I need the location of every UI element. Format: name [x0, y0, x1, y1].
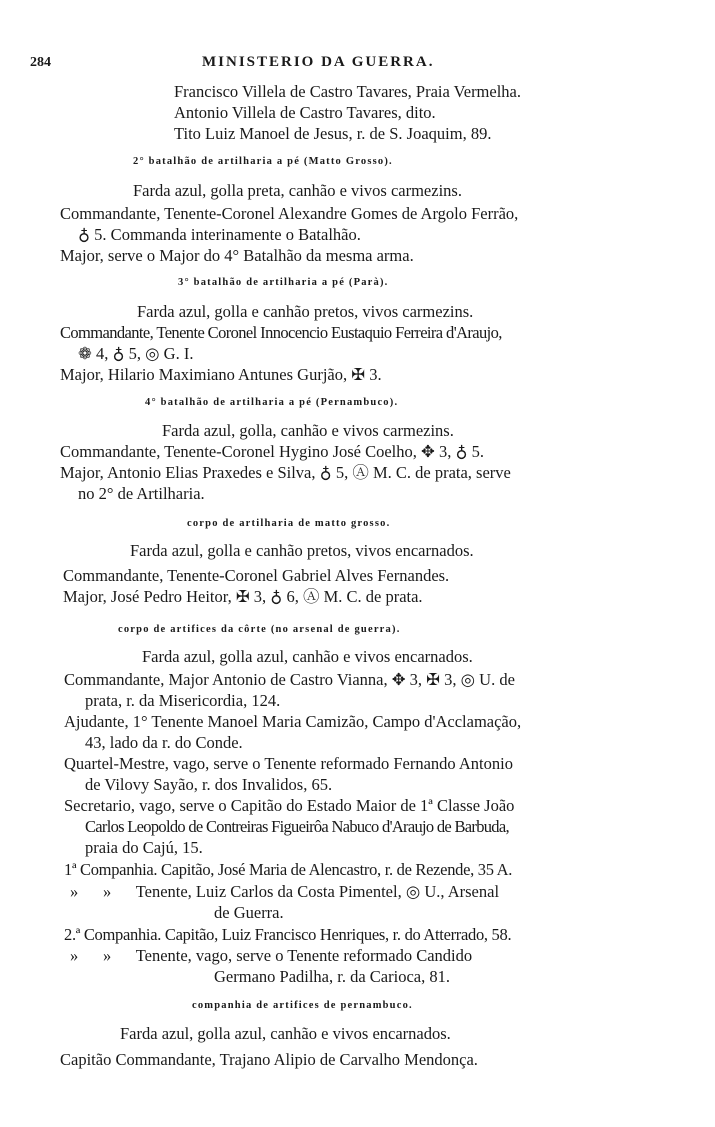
text-line: Capitão Commandante, Trajano Alipio de Carvalho Mendonça.: [60, 1050, 478, 1069]
text-line: Farda azul, golla e canhão pretos, vivos carmezins.: [137, 302, 474, 321]
text-line: Farda azul, golla, canhão e vivos carmezins.: [162, 421, 454, 440]
text-line: Commandante, Tenente Coronel Innocencio Eustaquio Ferreira d'Araujo,: [60, 323, 502, 342]
text-line: Francisco Villela de Castro Tavares, Praia Vermelha.: [174, 82, 521, 101]
text-line: 2.ª Companhia. Capitão, Luiz Francisco Henriques, r. do Atterrado, 58.: [64, 925, 512, 944]
section-heading: companhia de artifices de pernambuco.: [192, 1000, 413, 1011]
text-line: de Guerra.: [214, 903, 284, 922]
text-line: Farda azul, golla preta, canhão e vivos carmezins.: [133, 181, 462, 200]
text-line: Quartel-Mestre, vago, serve o Tenente reformado Fernando Antonio: [64, 754, 513, 773]
text-line: 43, lado da r. do Conde.: [85, 733, 243, 752]
text-line: Antonio Villela de Castro Tavares, dito.: [174, 103, 436, 122]
text-line: » » Tenente, vago, serve o Tenente reformado Candido: [70, 946, 473, 965]
text-line: Commandante, Major Antonio de Castro Vianna, ✥ 3, ✠ 3, ◎ U. de: [64, 670, 515, 689]
text-line: Germano Padilha, r. da Carioca, 81.: [214, 967, 450, 986]
text-line: Farda azul, golla e canhão pretos, vivos encarnados.: [130, 541, 474, 560]
text-line: Commandante, Tenente-Coronel Alexandre Gomes de Argolo Ferrão,: [60, 204, 519, 223]
text-line: Major, serve o Major do 4° Batalhão da mesma arma.: [60, 246, 414, 265]
text-line: Commandante, Tenente-Coronel Gabriel Alves Fernandes.: [63, 566, 450, 585]
text-line: Major, Hilario Maximiano Antunes Gurjão, ✠ 3.: [60, 365, 382, 384]
text-line: prata, r. da Misericordia, 124.: [85, 691, 281, 710]
text-line: ❁ 4, ♁ 5, ◎ G. I.: [78, 344, 194, 363]
text-line: Farda azul, golla azul, canhão e vivos encarnados.: [142, 647, 473, 666]
text-line: Major, José Pedro Heitor, ✠ 3, ♁ 6, Ⓐ M. C. de prata.: [63, 587, 423, 606]
text-line: Carlos Leopoldo de Contreiras Figueirôa Nabuco d'Araujo de Barbuda,: [85, 817, 509, 836]
text-line: Major, Antonio Elias Praxedes e Silva, ♁ 5, Ⓐ M. C. de prata, serve: [60, 463, 511, 482]
section-heading: 2° batalhão de artilharia a pé (Matto Grosso).: [133, 156, 393, 167]
text-line: Commandante, Tenente-Coronel Hygino José Coelho, ✥ 3, ♁ 5.: [60, 442, 485, 461]
text-line: Ajudante, 1° Tenente Manoel Maria Camizão, Campo d'Acclamação,: [64, 712, 522, 731]
running-head: MINISTERIO DA GUERRA.: [202, 54, 435, 70]
text-line: ♁ 5. Commanda interinamente o Batalhão.: [78, 225, 361, 244]
text-line: » » Tenente, Luiz Carlos da Costa Pimentel, ◎ U., Arsenal: [70, 882, 500, 901]
text-line: no 2° de Artilharia.: [78, 484, 205, 503]
text-line: de Vilovy Sayão, r. dos Invalidos, 65.: [85, 775, 333, 794]
text-line: Secretario, vago, serve o Capitão do Estado Maior de 1ª Classe João: [64, 796, 515, 815]
page-number: 284: [30, 55, 51, 70]
text-line: praia do Cajú, 15.: [85, 838, 203, 857]
section-heading: corpo de artifices da côrte (no arsenal de guerra).: [118, 624, 401, 635]
section-heading: corpo de artilharia de matto grosso.: [187, 518, 391, 529]
section-heading: 4° batalhão de artilharia a pé (Pernambuco).: [145, 397, 399, 408]
section-heading: 3° batalhão de artilharia a pé (Parà).: [178, 277, 389, 288]
text-line: Farda azul, golla azul, canhão e vivos encarnados.: [120, 1024, 451, 1043]
text-line: Tito Luiz Manoel de Jesus, r. de S. Joaquim, 89.: [174, 124, 492, 143]
text-line: 1ª Companhia. Capitão, José Maria de Alencastro, r. de Rezende, 35 A.: [64, 860, 513, 879]
